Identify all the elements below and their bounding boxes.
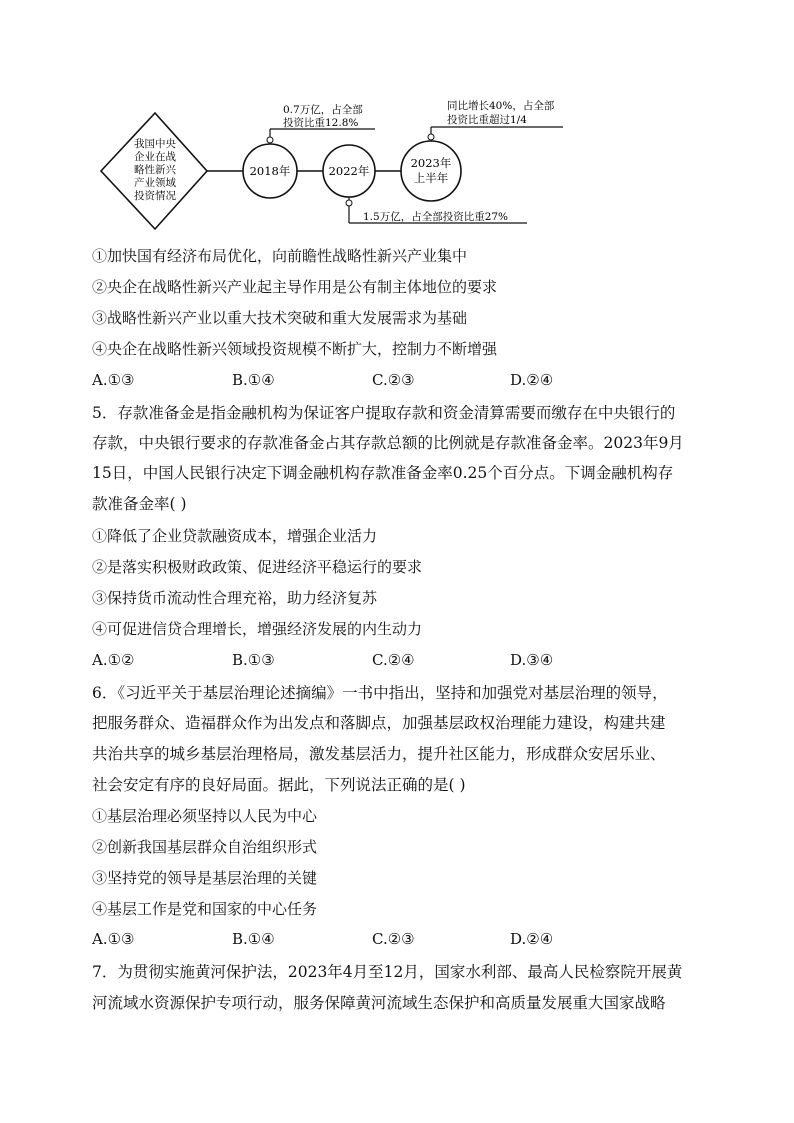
q6-statement-3: ③坚持党的领导是基层治理的关键 [92, 869, 318, 887]
q6-statement-1: ①基层治理必须坚持以人民为中心 [92, 807, 318, 825]
q7-stem-line-1: 7．为贯彻实施黄河保护法，2023年4月至12月，国家水利部、最高人民检察院开展黄 [92, 963, 683, 981]
q5-stem-line-1: 5．存款准备金是指金融机构为保证客户提取存款和资金清算需要而缴存在中央银行的 [92, 404, 676, 422]
q5-stem-line-2: 存款，中央银行要求的存款准备金占其存款总额的比例就是存款准备金率。2023年9月 [92, 434, 684, 452]
q4-option-d[interactable]: D.②④ [510, 371, 554, 389]
node-2022-label: 2022年 [328, 164, 370, 178]
q6-option-a[interactable]: A.①③ [92, 930, 135, 948]
q4-statement-1: ①加快国有经济布局优化，向前瞻性战略性新兴产业集中 [92, 247, 468, 265]
note-2018-line-2: 投资比重12.8% [283, 117, 359, 129]
q5-options [92, 651, 692, 671]
investment-diagram [95, 95, 575, 235]
diamond-line-2: 企业在战 [134, 151, 176, 163]
q5-option-d[interactable]: D.③④ [510, 651, 554, 669]
note-2018-line-1: 0.7万亿，占全部 [283, 104, 363, 116]
q7-stem-line-2: 河流域水资源保护专项行动，服务保障黄河流域生态保护和高质量发展重大国家战略 [92, 994, 666, 1012]
q5-statement-3: ③保持货币流动性合理充裕，助力经济复苏 [92, 589, 378, 607]
q6-stem-line-2: 把服务群众、造福群众作为出发点和落脚点，加强基层政权治理能力建设，构建共建 [92, 714, 666, 732]
q5-statement-4: ④可促进信贷合理增长，增强经济发展的内生动力 [92, 620, 423, 638]
q6-option-b[interactable]: B.①④ [232, 930, 275, 948]
q6-option-d[interactable]: D.②④ [510, 930, 554, 948]
node-2018-label: 2018年 [249, 164, 291, 178]
note-2023-line-2: 投资比重超过1/4 [447, 114, 527, 126]
q4-option-c[interactable]: C.②③ [372, 371, 415, 389]
diamond-line-1: 我国中央 [134, 138, 176, 150]
node-2023-line-2: 上半年 [413, 171, 449, 185]
q5-stem-line-3: 15日，中国人民银行决定下调金融机构存款准备金率0.25个百分点。下调金融机构存 [92, 464, 674, 482]
q4-statement-3: ③战略性新兴产业以重大技术突破和重大发展需求为基础 [92, 309, 468, 327]
q5-statement-1: ①降低了企业贷款融资成本，增强企业活力 [92, 527, 378, 545]
q4-statement-4: ④央企在战略性新兴领域投资规模不断扩大，控制力不断增强 [92, 340, 498, 358]
diamond-line-3: 略性新兴 [134, 164, 176, 176]
note-2022: 1.5万亿，占全部投资比重27% [363, 211, 509, 223]
q6-statement-4: ④基层工作是党和国家的中心任务 [92, 900, 318, 918]
node-2023-line-1: 2023年 [410, 156, 452, 170]
diamond-line-4: 产业领域 [134, 177, 176, 189]
q6-statement-2: ②创新我国基层群众自治组织形式 [92, 838, 318, 856]
q6-stem-line-1: 6．《习近平关于基层治理论述摘编》一书中指出，坚持和加强党对基层治理的领导， [92, 684, 668, 702]
q6-stem-line-4: 社会安定有序的良好局面。据此，下列说法正确的是( ) [92, 776, 466, 794]
q4-options [92, 371, 692, 391]
q6-stem-line-3: 共治共享的城乡基层治理格局，激发基层活力，提升社区能力，形成群众安居乐业、 [92, 745, 666, 763]
q5-option-c[interactable]: C.②④ [372, 651, 415, 669]
q6-options [92, 930, 692, 950]
q6-option-c[interactable]: C.②③ [372, 930, 415, 948]
q4-option-a[interactable]: A.①③ [92, 371, 135, 389]
diamond-line-5: 投资情况 [134, 190, 176, 202]
q5-statement-2: ②是落实积极财政政策、促进经济平稳运行的要求 [92, 558, 423, 576]
q5-option-a[interactable]: A.①② [92, 651, 135, 669]
q5-option-b[interactable]: B.①③ [232, 651, 275, 669]
note-2023-line-1: 同比增长40%，占全部 [447, 100, 555, 112]
q5-stem-line-4: 款准备金率( ) [92, 495, 187, 513]
q4-statement-2: ②央企在战略性新兴产业起主导作用是公有制主体地位的要求 [92, 278, 498, 296]
q4-option-b[interactable]: B.①④ [232, 371, 275, 389]
